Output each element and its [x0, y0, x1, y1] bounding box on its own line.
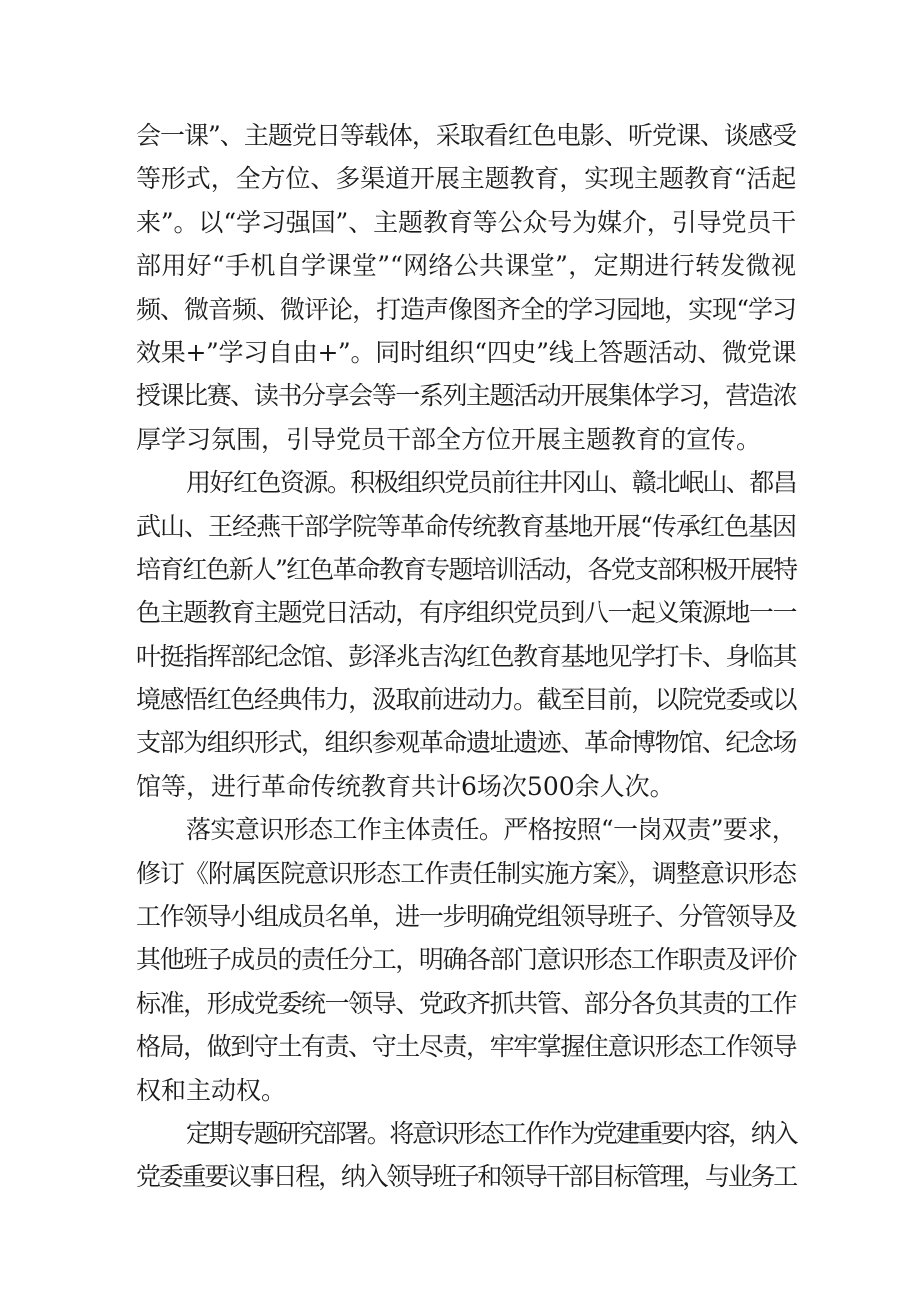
text-line: 等形式，全方位、多渠道开展主题教育，实现主题教育“活起 [136, 164, 796, 194]
text-line: 来”。以“学习强国”、主题教育等公众号为媒介，引导党员干 [136, 207, 796, 237]
paragraph-theme-education-carriers [136, 114, 796, 461]
text-line: 格局，做到守土有责、守土尽责，牢牢掌握住意识形态工作领导 [136, 1032, 796, 1062]
text-line: 标准，形成党委统一领导、党政齐抓共管、部分各负其责的工作 [136, 988, 796, 1018]
paragraph-regular-research [136, 1112, 796, 1199]
text-line: 党委重要议事日程，纳入领导班子和领导干部目标管理，与业务工 [136, 1162, 796, 1192]
text-line: 权和主动权。 [136, 1075, 287, 1105]
text-line: 效果+”学习自由+”。同时组织“四史”线上答题活动、微党课 [136, 337, 796, 367]
text-line: 馆等，进行革命传统教育共计6场次500余人次。 [136, 771, 675, 801]
paragraph-ideology-responsibility [136, 808, 796, 1112]
text-line: 会一课”、主题党日等载体，采取看红色电影、听党课、谈感受 [136, 121, 796, 150]
text-line: 培育红色新人”红色革命教育专题培训活动，各党支部积极开展特 [136, 554, 796, 584]
text-line: 支部为组织形式，组织参观革命遗址遗迹、革命博物馆、纪念场 [136, 728, 796, 758]
text-line: 授课比赛、读书分享会等一系列主题活动开展集体学习，营造浓 [136, 381, 796, 411]
text-line: 落实意识形态工作主体责任。严格按照“一岗双责”要求， [186, 815, 796, 845]
text-line: 色主题教育主题党日活动，有序组织党员到八一起义策源地一一 [136, 598, 796, 628]
text-line: 厚学习氛围，引导党员干部全方位开展主题教育的宣传。 [136, 424, 762, 454]
text-line: 部用好“手机自学课堂”“网络公共课堂”，定期进行转发微视 [136, 251, 796, 281]
paragraph-red-resources [136, 461, 796, 808]
text-line: 叶挺指挥部纪念馆、彭泽兆吉沟红色教育基地见学打卡、身临其 [136, 641, 796, 671]
text-line: 武山、王经燕干部学院等革命传统教育基地开展“传承红色基因 [136, 511, 796, 541]
text-line: 境感悟红色经典伟力，汲取前进动力。截至目前，以院党委或以 [136, 685, 796, 715]
document-body [136, 114, 796, 1199]
text-line: 定期专题研究部署。将意识形态工作作为党建重要内容，纳入 [186, 1118, 796, 1148]
text-line: 工作领导小组成员名单，进一步明确党组领导班子、分管领导及 [136, 902, 796, 932]
text-line: 频、微音频、微评论，打造声像图齐全的学习园地，实现“学习 [136, 294, 796, 324]
text-line: 修订《附属医院意识形态工作责任制实施方案》，调整意识形态 [136, 858, 796, 888]
text-line: 其他班子成员的责任分工，明确各部门意识形态工作职责及评价 [136, 945, 796, 975]
text-line: 用好红色资源。积极组织党员前往井冈山、赣北岷山、都昌 [186, 468, 796, 498]
